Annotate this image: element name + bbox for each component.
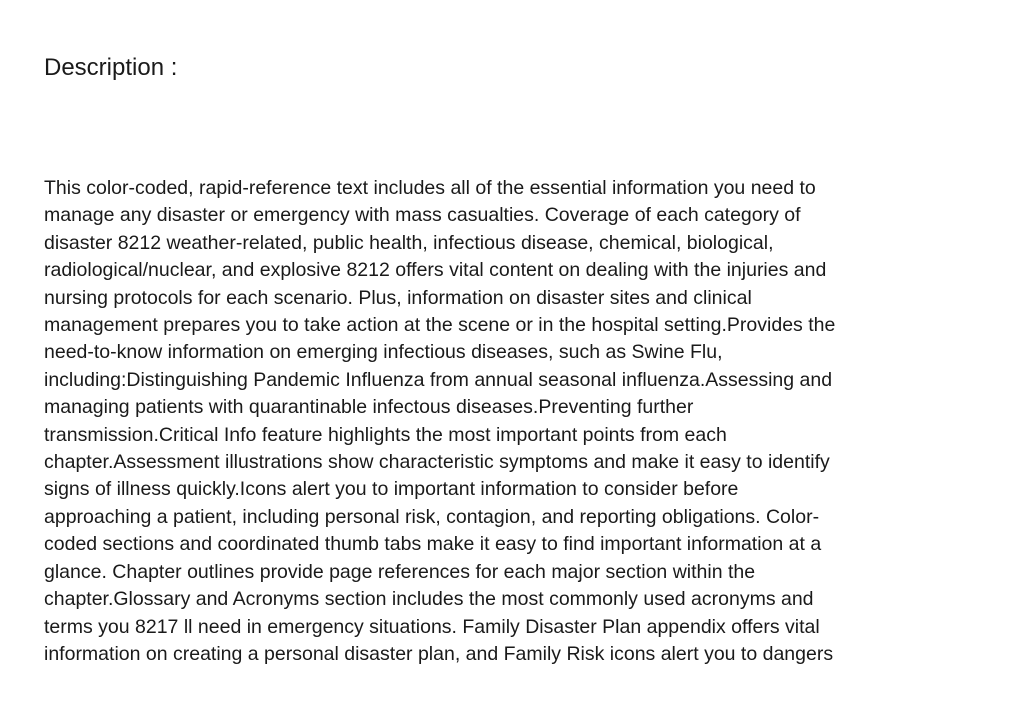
body-line: chapter.Glossary and Acronyms section includes the most commonly used acronyms and	[44, 588, 814, 611]
body-line: This color-coded, rapid-reference text includes all of the essential information you need to	[44, 177, 816, 199]
body-line: manage any disaster or emergency with mass casualties. Coverage of each category of	[44, 204, 801, 227]
body-line: radiological/nuclear, and explosive 8212 offers vital content on dealing with the injuries and	[44, 259, 827, 282]
body-line: including:Distinguishing Pandemic Influenza from annual seasonal influenza.Assessing and	[44, 368, 833, 391]
description-body	[44, 175, 984, 668]
body-line: terms you 8217 ll need in emergency situations. Family Disaster Plan appendix offers vital	[44, 615, 820, 638]
body-line: transmission.Critical Info feature highlights the most important points from each	[44, 423, 727, 446]
body-line: information on creating a personal disaster plan, and Family Risk icons alert you to dangers	[44, 642, 834, 665]
body-line: disaster 8212 weather-related, public health, infectious disease, chemical, biological,	[44, 231, 774, 254]
description-heading: Description :	[44, 54, 178, 81]
body-line: managing patients with quarantinable infectous diseases.Preventing further	[44, 396, 694, 419]
body-line: nursing protocols for each scenario. Plus, information on disaster sites and clinical	[44, 286, 752, 309]
body-line: need-to-know information on emerging infectious diseases, such as Swine Flu,	[44, 341, 723, 364]
body-line: management prepares you to take action at the scene or in the hospital setting.Provides the	[44, 314, 836, 337]
body-line: coded sections and coordinated thumb tabs make it easy to find important information at a	[44, 533, 822, 556]
body-line: chapter.Assessment illustrations show characteristic symptoms and make it easy to identify	[44, 451, 830, 474]
body-line: signs of illness quickly.Icons alert you to important information to consider before	[44, 478, 739, 501]
body-line: approaching a patient, including personal risk, contagion, and reporting obligations. Color-	[44, 505, 820, 528]
body-line: glance. Chapter outlines provide page references for each major section within the	[44, 560, 756, 583]
